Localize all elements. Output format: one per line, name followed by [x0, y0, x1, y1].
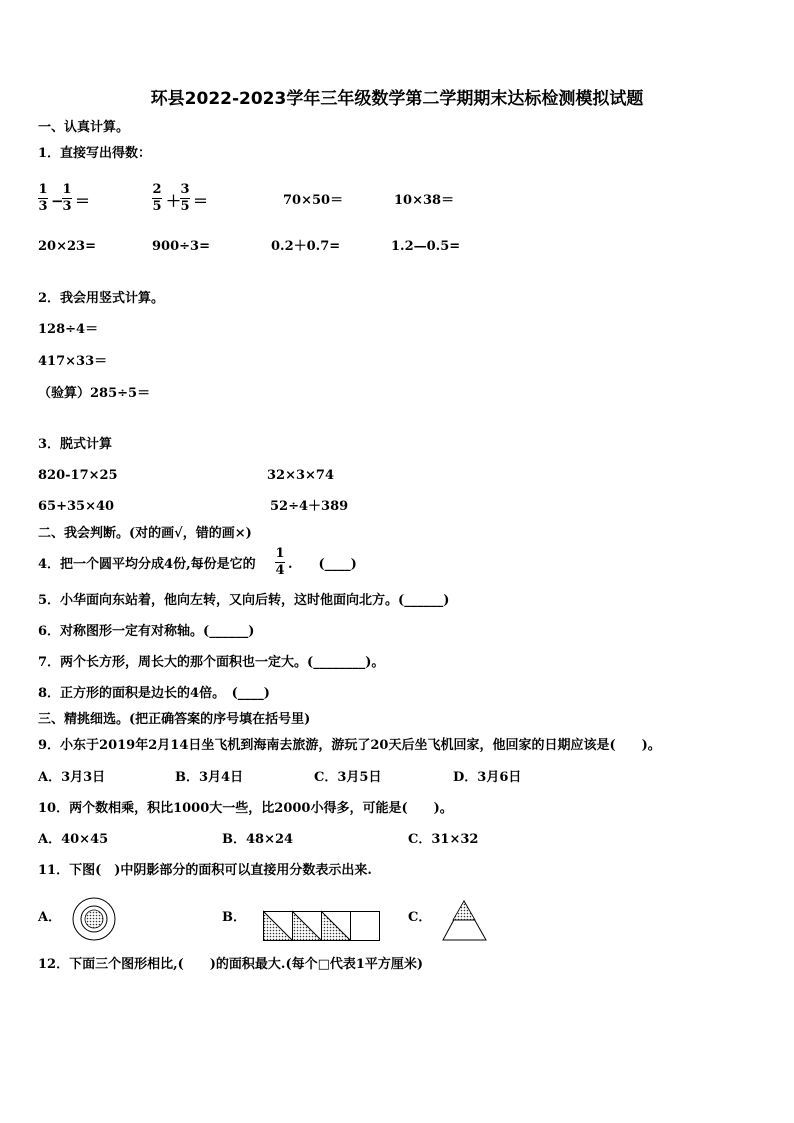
- option-c[interactable]: C．3月5日: [314, 770, 382, 785]
- fraction: [275, 547, 285, 578]
- question-10: 10．两个数相乘，积比1000大一些，比2000小得多，可能是( )。: [38, 801, 453, 816]
- option-b[interactable]: B．3月4日: [175, 770, 244, 785]
- expression: 20×23=: [38, 239, 96, 254]
- question-12: 12．下面三个图形相比,( )的面积最大.(每个□代表1平方厘米): [38, 957, 424, 972]
- section-3-heading: 三、精挑细选。(把正确答案的序号填在括号里): [38, 712, 311, 727]
- denominator: 5: [152, 199, 162, 214]
- denominator: 3: [38, 199, 48, 214]
- fraction: [38, 183, 48, 214]
- option-c[interactable]: C．: [408, 910, 432, 925]
- question-5: 5．小华面向东站着，他向左转，又向后转，这时他面向北方。(______): [38, 593, 450, 608]
- option-a[interactable]: A．3月3日: [38, 770, 106, 785]
- expression: 70×50＝: [283, 193, 344, 208]
- numerator: 1: [275, 546, 285, 561]
- section-1-heading: 一、认真计算。: [38, 120, 130, 135]
- section-2-heading: 二、我会判断。(对的画√，错的画×): [38, 526, 252, 541]
- q2-label: 2．我会用竖式计算。: [38, 291, 165, 306]
- equals-sign: ＝: [193, 192, 209, 210]
- question-4: 4．把一个圆平均分成4份,每份是它的: [38, 557, 256, 572]
- expression: 820-17×25: [38, 468, 118, 483]
- shaded-rectangles-figure: [263, 911, 383, 942]
- question-8: 8．正方形的面积是边长的4倍。 (____): [38, 686, 270, 701]
- expression: 0.2＋0.7=: [271, 239, 341, 254]
- expression: 128÷4＝: [38, 322, 99, 337]
- numerator: 3: [180, 182, 190, 197]
- answer-blank[interactable]: . (____): [288, 557, 357, 572]
- q1-label: 1．直接写出得数：: [38, 146, 152, 161]
- denominator: 3: [62, 199, 72, 214]
- fraction: [180, 183, 190, 214]
- option-a[interactable]: A．: [38, 910, 62, 925]
- question-6: 6．对称图形一定有对称轴。(______): [38, 624, 255, 639]
- expression: 32×3×74: [267, 468, 335, 483]
- expression: 10×38＝: [394, 193, 455, 208]
- expression: 65+35×40: [38, 499, 115, 514]
- option-b[interactable]: B．48×24: [222, 832, 294, 847]
- expression: （验算）285÷5＝: [38, 386, 151, 401]
- ring-circle-figure: [71, 896, 117, 942]
- question-11: 11．下图( )中阴影部分的面积可以直接用分数表示出来.: [38, 863, 372, 878]
- operator: −: [51, 192, 64, 210]
- fraction: [62, 183, 72, 214]
- question-9: 9．小东于2019年2月14日坐飞机到海南去旅游，游玩了20天后坐飞机回家，他回家的日期应该是( )。: [38, 738, 661, 753]
- expression: 1.2—0.5=: [391, 239, 461, 254]
- option-b[interactable]: B．: [222, 910, 246, 925]
- numerator: 1: [62, 182, 72, 197]
- option-c[interactable]: C．31×32: [408, 832, 479, 847]
- expression: 900÷3=: [152, 239, 210, 254]
- shaded-triangle-figure: [442, 900, 488, 942]
- operator: ＋: [166, 192, 182, 210]
- denominator: 4: [275, 563, 285, 578]
- equals-sign: ＝: [75, 192, 91, 210]
- fraction: [152, 183, 162, 214]
- q3-label: 3．脱式计算: [38, 437, 113, 452]
- numerator: 2: [152, 182, 162, 197]
- expression: 417×33＝: [38, 354, 108, 369]
- page-title: 环县2022-2023学年三年级数学第二学期期末达标检测模拟试题: [150, 89, 644, 109]
- expression: 52÷4＋389: [270, 499, 349, 514]
- option-a[interactable]: A．40×45: [38, 832, 109, 847]
- denominator: 5: [180, 199, 190, 214]
- option-d[interactable]: D．3月6日: [453, 770, 522, 785]
- question-7: 7．两个长方形，周长大的那个面积也一定大。(________)。: [38, 655, 385, 670]
- numerator: 1: [38, 182, 48, 197]
